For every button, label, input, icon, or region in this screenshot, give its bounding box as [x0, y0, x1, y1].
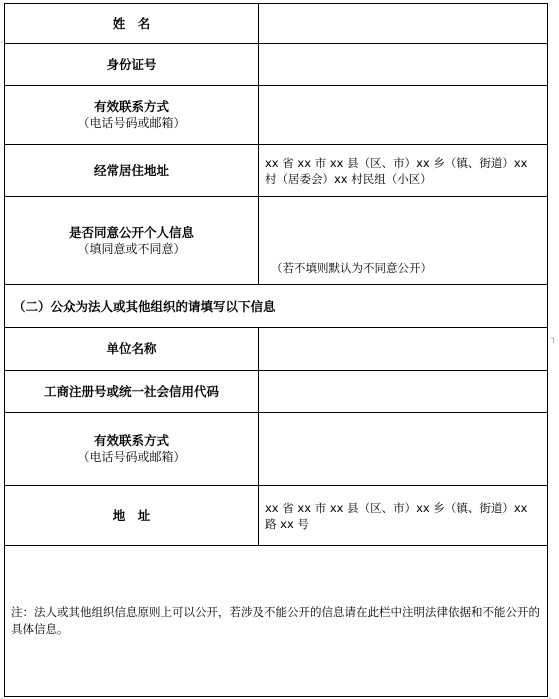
name-label: 姓 名 — [112, 15, 151, 31]
registration-code-label: 工商注册号或统一社会信用代码 — [43, 383, 219, 399]
id-number-label-cell — [5, 44, 258, 85]
consent-label: 是否同意公开个人信息 — [68, 224, 194, 240]
address-label: 经常居住地址 — [93, 162, 169, 178]
org-contact-sublabel: （电话号码或邮箱） — [77, 450, 186, 464]
registration-code-value-cell[interactable] — [259, 371, 547, 412]
unit-name-value-cell[interactable] — [259, 328, 547, 370]
contact-value-cell[interactable] — [259, 86, 547, 144]
consent-note: （若不填则默认为不同意公开） — [271, 261, 432, 275]
address-value-cell[interactable] — [259, 145, 547, 196]
consent-sublabel: （填同意或不同意） — [77, 241, 186, 256]
name-value-cell[interactable] — [259, 4, 547, 43]
section-2-heading-text: （二）公众为法人或其他组织的请填写以下信息 — [13, 299, 276, 314]
name-label-cell — [5, 4, 258, 43]
margin-marker: ┐ — [551, 334, 557, 344]
id-number-label: 身份证号 — [106, 56, 157, 72]
application-form-table — [4, 3, 548, 697]
note-text: 注：法人或其他组织信息原则上可以公开，若涉及不能公开的信息请在此栏中注明法律依据和不能公开的具体信息。 — [11, 605, 540, 636]
address-label-cell — [5, 145, 258, 196]
registration-code-label-cell — [5, 371, 258, 412]
margin-marker: · — [0, 38, 3, 48]
unit-name-label: 单位名称 — [106, 341, 157, 356]
org-address-value: xx 省 xx 市 xx 县（区、市）xx 乡（镇、街道）xx 路 xx 号 — [265, 500, 528, 531]
border-bottom — [4, 696, 548, 697]
unit-name-label-cell — [5, 328, 258, 370]
consent-label-cell — [5, 197, 258, 284]
org-contact-label: 有效联系方式 — [93, 433, 169, 448]
org-contact-label-cell — [5, 413, 258, 485]
org-address-label-cell — [5, 486, 258, 545]
contact-sublabel: （电话号码或邮箱） — [77, 116, 186, 130]
org-contact-value-cell[interactable] — [259, 413, 547, 485]
consent-value-cell[interactable] — [259, 197, 547, 284]
org-address-value-cell[interactable] — [259, 486, 547, 545]
id-number-value-cell[interactable] — [259, 44, 547, 85]
org-address-label: 地 址 — [112, 507, 151, 523]
section-2-heading — [5, 285, 547, 327]
contact-label: 有效联系方式 — [93, 99, 169, 114]
note-cell[interactable] — [5, 546, 547, 696]
address-value: xx 省 xx 市 xx 县（区、市）xx 乡（镇、街道）xx 村（居委会）xx 村民组（小区） — [265, 155, 528, 186]
border-right — [547, 3, 548, 697]
contact-label-cell — [5, 86, 258, 144]
